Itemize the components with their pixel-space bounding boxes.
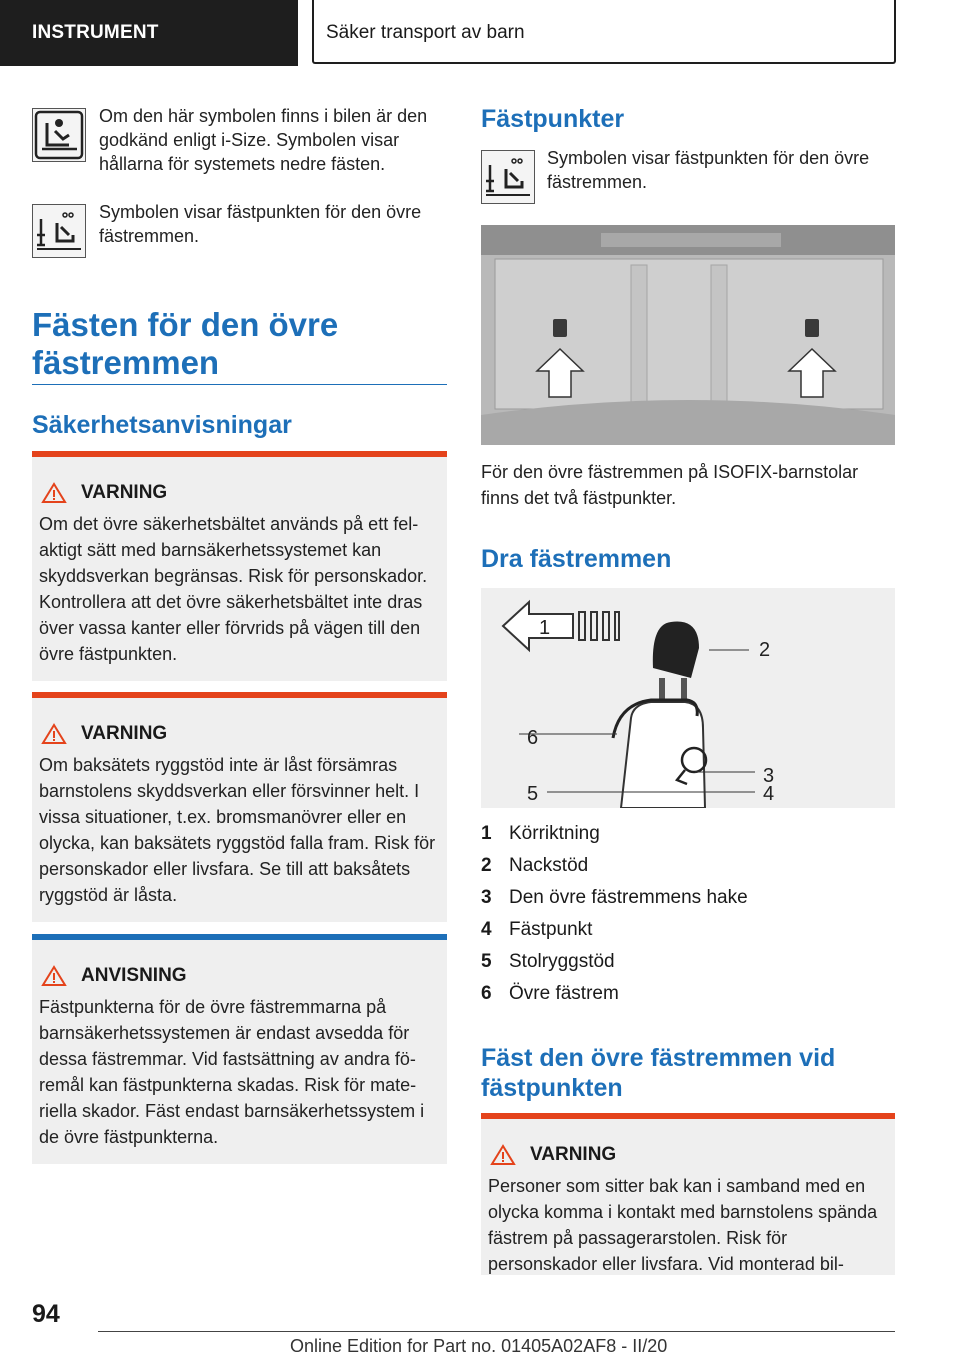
warning-triangle-icon [41, 723, 67, 745]
page-header [0, 0, 960, 66]
anchor-points-photo [481, 225, 895, 445]
diagram-label-6: 6 [527, 727, 539, 749]
legend-item: 3 Den övre fästremmens hake [481, 887, 748, 908]
symbol-row-top-tether [32, 200, 447, 296]
symbol-text: Om den här symbolen finns i bilen är den godkänd enligt i-Size. Symbolen visar hållarna för systemets nedre fästen. [99, 106, 428, 174]
subsection-title: Säkerhetsanvisningar [32, 411, 292, 439]
top-tether-anchor-icon [32, 204, 86, 258]
warning-text: Personer som sitter bak kan i samband med en olycka komma i kontakt med barnstolens spända fästrem på passagerarstolen. Risk för personskador eller livsfara. Vid monterad bil- [488, 1176, 878, 1274]
top-tether-anchor-icon [481, 150, 535, 204]
note-text: Fästpunkterna för de övre fästremmarna på barnsäkerhetssystemen är endast avsedda för dessa fästremmar. Vid fastsättning av andra föremål kan fästpunkterna skadas. Risk för materiella skador. Fäst endast barnsäkerhetssystem i de övre fästpunkterna. [39, 997, 425, 1147]
footer-rule [98, 1331, 895, 1332]
warning-title [39, 722, 440, 746]
legend-item: 6 Övre fästrem [481, 983, 619, 1004]
chapter-title: Säker transport av barn [312, 0, 896, 64]
legend-item: 4 Fästpunkt [481, 919, 593, 940]
tether-diagram [481, 588, 895, 808]
legend-item: 5 Stolryggstöd [481, 951, 615, 972]
diagram-legend [481, 818, 895, 1010]
symbol-text: Symbolen visar fästpunkten för den övre fästremmen. [547, 148, 870, 192]
note-title [39, 964, 440, 988]
warning-label: VARNING [530, 1144, 617, 1165]
warning-box-2 [32, 692, 447, 922]
warning-text: Om det övre säkerhetsbältet används på ett felaktigt sätt med barnsäkerhetssystemet kan skyddsverkan begränsas. Risk för personskador. Kontrollera att det övre säkerhetsbältet inte dras över vassa kanter eller förvrids på vägen till den övre fästpunkten. [39, 514, 428, 664]
section-title: Fästen för den övre fästremmen [32, 306, 339, 381]
page-number: 94 [32, 1300, 60, 1328]
warning-label: VARNING [81, 482, 168, 503]
diagram-label-3: 3 [763, 765, 775, 787]
diagram-label-1: 1 [539, 617, 551, 639]
heading-fast-fastremmen: Fäst den övre fästremmen vid fästpunkten [481, 1044, 836, 1102]
section-tab: INSTRUMENT [0, 0, 298, 66]
warning-label: VARNING [81, 723, 168, 744]
symbol-text: Symbolen visar fästpunkten för den övre fästremmen. [99, 202, 422, 246]
warning-triangle-icon [490, 1144, 516, 1166]
note-box [32, 934, 447, 1164]
diagram-label-4: 4 [763, 783, 775, 805]
legend-item: 2 Nackstöd [481, 855, 589, 876]
warning-box-1 [32, 451, 447, 681]
isofix-child-seat-icon [32, 108, 86, 162]
diagram-label-5: 5 [527, 783, 539, 805]
warning-text: Om baksätets ryggstöd inte är låst försämras barnstolens skyddsverkan eller försvinner helt. I vissa situationer, t.ex. bromsmanövrer eller en olycka, kan baksätets ryggstöd falla fram. Risk för personskador eller livsfara. Se till att baksåtets ryggstöd är låsta. [39, 755, 436, 905]
warning-box-right [481, 1113, 895, 1275]
heading-dra-fastremmen: Dra fästremmen [481, 545, 672, 573]
left-column [32, 104, 447, 296]
heading-fastpunkter: Fästpunkter [481, 105, 625, 133]
edition-footer: Online Edition for Part no. 01405A02AF8 - II/20 [290, 1336, 668, 1356]
warning-triangle-icon [41, 965, 67, 987]
warning-title [39, 481, 440, 505]
warning-title [488, 1143, 888, 1167]
photo-caption: För den övre fästremmen på ISOFIX-barnstolar finns det två fästpunkter. [481, 462, 859, 508]
symbol-row-isize [32, 104, 447, 200]
title-rule [32, 384, 447, 385]
note-label: ANVISNING [81, 965, 187, 986]
legend-item: 1 Körriktning [481, 823, 600, 844]
warning-triangle-icon [41, 482, 67, 504]
diagram-label-2: 2 [759, 639, 771, 661]
